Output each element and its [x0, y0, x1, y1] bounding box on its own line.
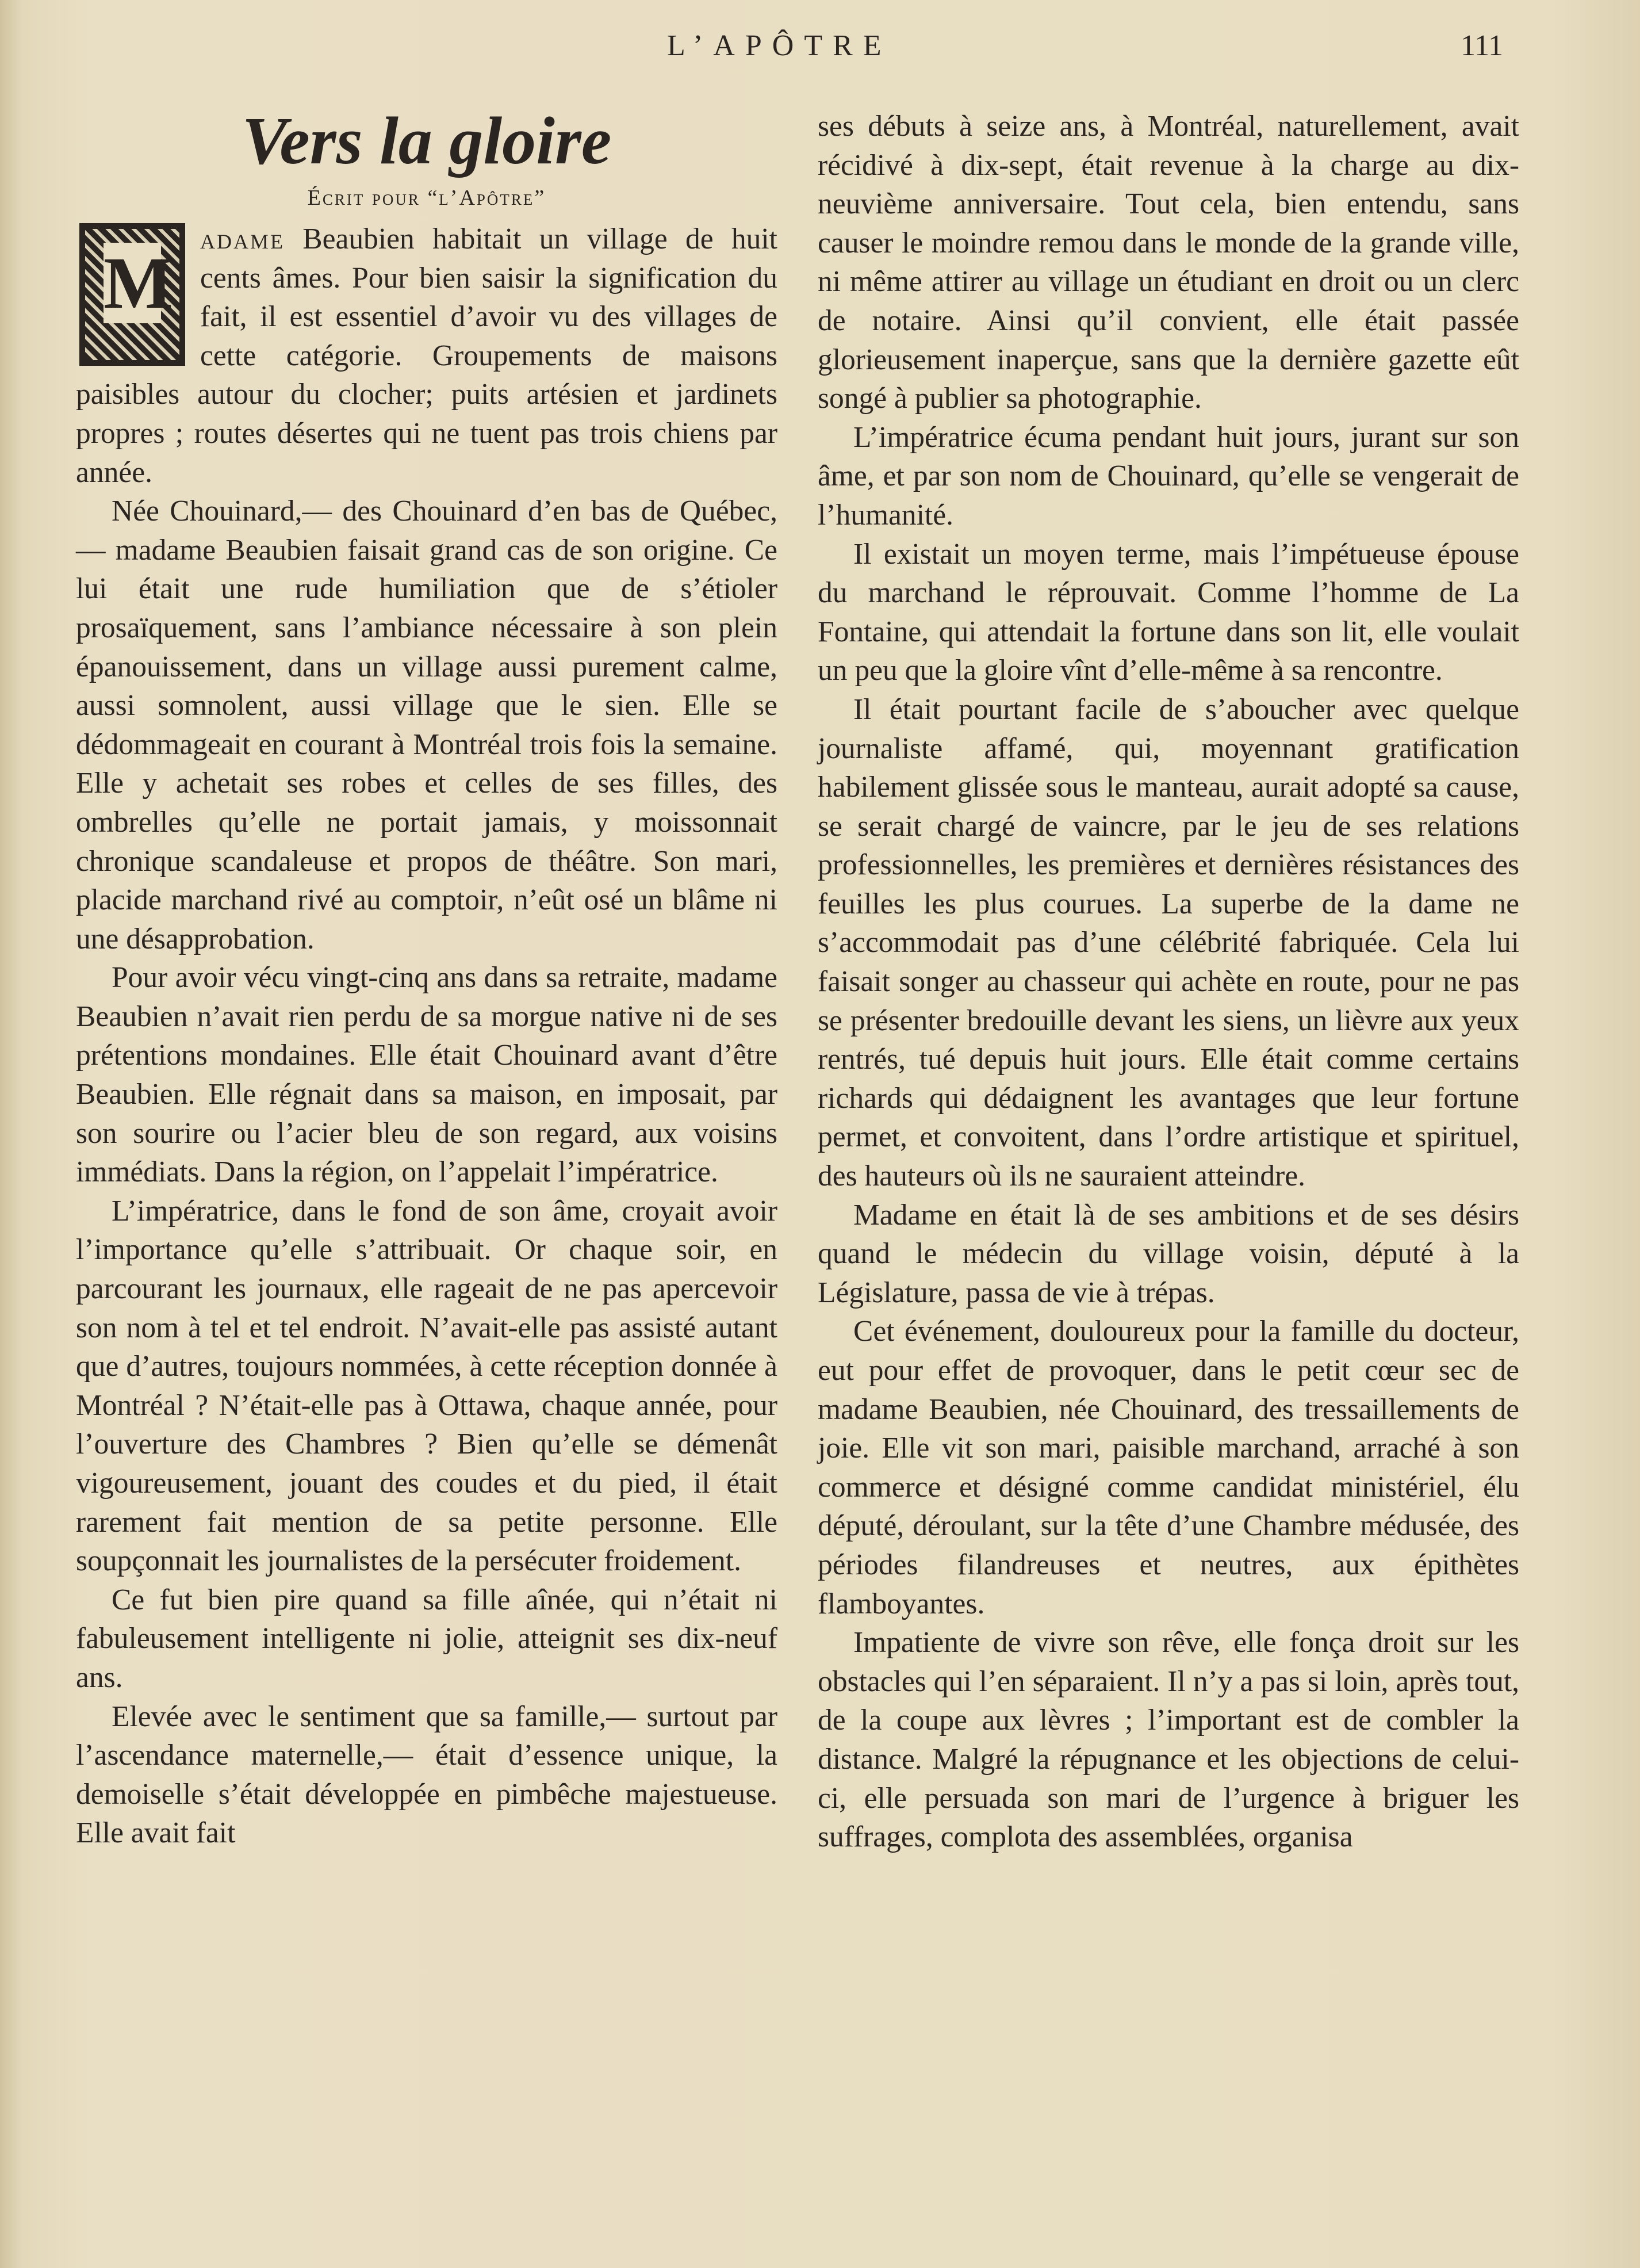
- dropcap-letter: M: [104, 242, 173, 324]
- running-title: L’APÔTRE: [667, 29, 892, 62]
- right-column: [818, 107, 1519, 1857]
- paragraph: L’impératrice écuma pendant huit jours, jurant sur son âme, et par son nom de Chouinard, qu’elle se vengerait de l’humanité.: [818, 420, 1519, 531]
- left-column: [76, 104, 777, 1853]
- paragraph: ses débuts à seize ans, à Montréal, naturellement, avait récidivé à dix-sept, était revenue à la charge au dix-neuvième anniversaire. Tout cela, bien entendu, sans causer le moindre remou dans le monde de la grande ville, ni même attirer au village un étudiant en droit ou un clerc de notaire. Ainsi qu’il convient, elle était passée glorieusement inaperçue, sans que la dernière gazette eût songé à publier sa photographie.: [818, 110, 1519, 415]
- page-header: [0, 29, 1640, 69]
- paragraph: Elevée avec le sentiment que sa famille,— surtout par l’ascendance maternelle,— était d’essence unique, la demoiselle s’était développée en pimbêche majestueuse. Elle avait fait: [76, 1700, 777, 1850]
- paragraph: Madame en était là de ses ambitions et de ses désirs quand le médecin du village voisin, député à la Législature, passa de vie à trépas.: [818, 1198, 1519, 1309]
- article-title: Vers la gloire: [242, 103, 612, 178]
- paragraph: Ce fut bien pire quand sa fille aînée, qui n’était ni fabuleusement intelligente ni jolie, atteignit ses dix-neuf ans.: [76, 1583, 777, 1694]
- first-word-smallcaps: adame: [200, 223, 285, 255]
- paragraph: L’impératrice, dans le fond de son âme, croyait avoir l’importance qu’elle s’attribuait. Or chaque soir, en parcourant les journaux, elle rageait de ne pas apercevoir son nom à tel et tel endroit. N’avait-elle pas assisté autant que d’autres, toujours nommées, à cette réception donnée à Montréal ? N’était-elle pas à Ottawa, chaque année, pour l’ouverture des Chambres ? Bien qu’elle se démenât vigoureusement, jouant des coudes et du pied, il était rarement fait mention de sa petite personne. Elle soupçonnait les journalistes de la persécuter froidement.: [76, 1194, 777, 1578]
- paragraph: Il existait un moyen terme, mais l’impétueuse épouse du marchand le réprouvait. Comme l’homme de La Fontaine, qui attendait la fortune dans son lit, elle voulait un peu que la gloire vînt d’elle-même à sa rencontre.: [818, 537, 1519, 687]
- ornamental-dropcap: [79, 223, 185, 366]
- paragraph: Cet événement, douloureux pour la famille du docteur, eut pour effet de provoquer, dans le petit cœur sec de madame Beaubien, née Chouinard, des tressaillements de joie. Elle vit son mari, paisible marchand, arraché à son commerce et désigné comme candidat ministériel, élu député, déroulant, sur la tête d’une Chambre médusée, des périodes filandreuses et neutres, aux épithètes flamboyantes.: [818, 1315, 1519, 1620]
- page-number: 111: [1461, 29, 1504, 62]
- paragraph: Il était pourtant facile de s’aboucher avec quelque journaliste affamé, qui, moyennant gratification habilement glissée sous le manteau, aurait adopté sa cause, se serait chargé de vaincre, par le jeu de ses relations professionnelles, les premières et dernières résistances des feuilles les plus courues. La superbe de la dame ne s’accommodait pas d’une célébrité fabriquée. Cela lui faisait songer au chasseur qui achète en route, pour ne pas se présenter bredouille devant les siens, un lièvre aux yeux rentrés, tué depuis huit jours. Elle était comme certains richards qui dédaignent les avantages que leur fortune permet, et convoitent, dans l’ordre artistique et spirituel, des hauteurs où ils ne sauraient atteindre.: [818, 693, 1519, 1193]
- paragraph-text: Beaubien habitait un village de huit cents âmes. Pour bien saisir la signification du fait, il est essentiel d’avoir vu des villages de cette catégorie. Groupements de maisons paisibles autour du clocher; puits artésien et jardinets propres ; routes désertes qui ne tuent pas trois chiens par année.: [76, 223, 777, 489]
- paragraph: Pour avoir vécu vingt-cinq ans dans sa retraite, madame Beaubien n’avait rien perdu de sa morgue native ni de ses prétentions mondaines. Elle était Chouinard avant d’être Beaubien. Elle régnait dans sa maison, en imposait, par son sourire ou l’acier bleu de son regard, aux voisins immédiats. Dans la région, on l’appelait l’impératrice.: [76, 961, 777, 1189]
- paragraph: Née Chouinard,— des Chouinard d’en bas de Québec,— madame Beaubien faisait grand cas de son origine. Ce lui était une rude humiliation que de s’étioler prosaïquement, sans l’ambiance nécessaire à son plein épanouissement, dans un village aussi purement calme, aussi somnolent, aussi village que le sien. Elle se dédommageait en courant à Montréal trois fois la semaine. Elle y achetait ses robes et celles de ses filles, des ombrelles qu’elle ne portait jamais, y moissonnait chronique scandaleuse et propos de théâtre. Son mari, placide marchand rivé au comptoir, n’eût osé un blâme ni une désapprobation.: [76, 495, 777, 955]
- paragraph: Impatiente de vivre son rêve, elle fonça droit sur les obstacles qui l’en séparaient. Il n’y a pas si loin, après tout, de la coupe aux lèvres ; l’important est de combler la distance. Malgré la répugnance et les objections de celui-ci, elle persuada son mari de l’urgence à briguer les suffrages, complota des assemblées, organisa: [818, 1626, 1519, 1854]
- byline: Écrit pour “l’Apôtre”: [307, 186, 546, 210]
- paragraph: [76, 220, 777, 492]
